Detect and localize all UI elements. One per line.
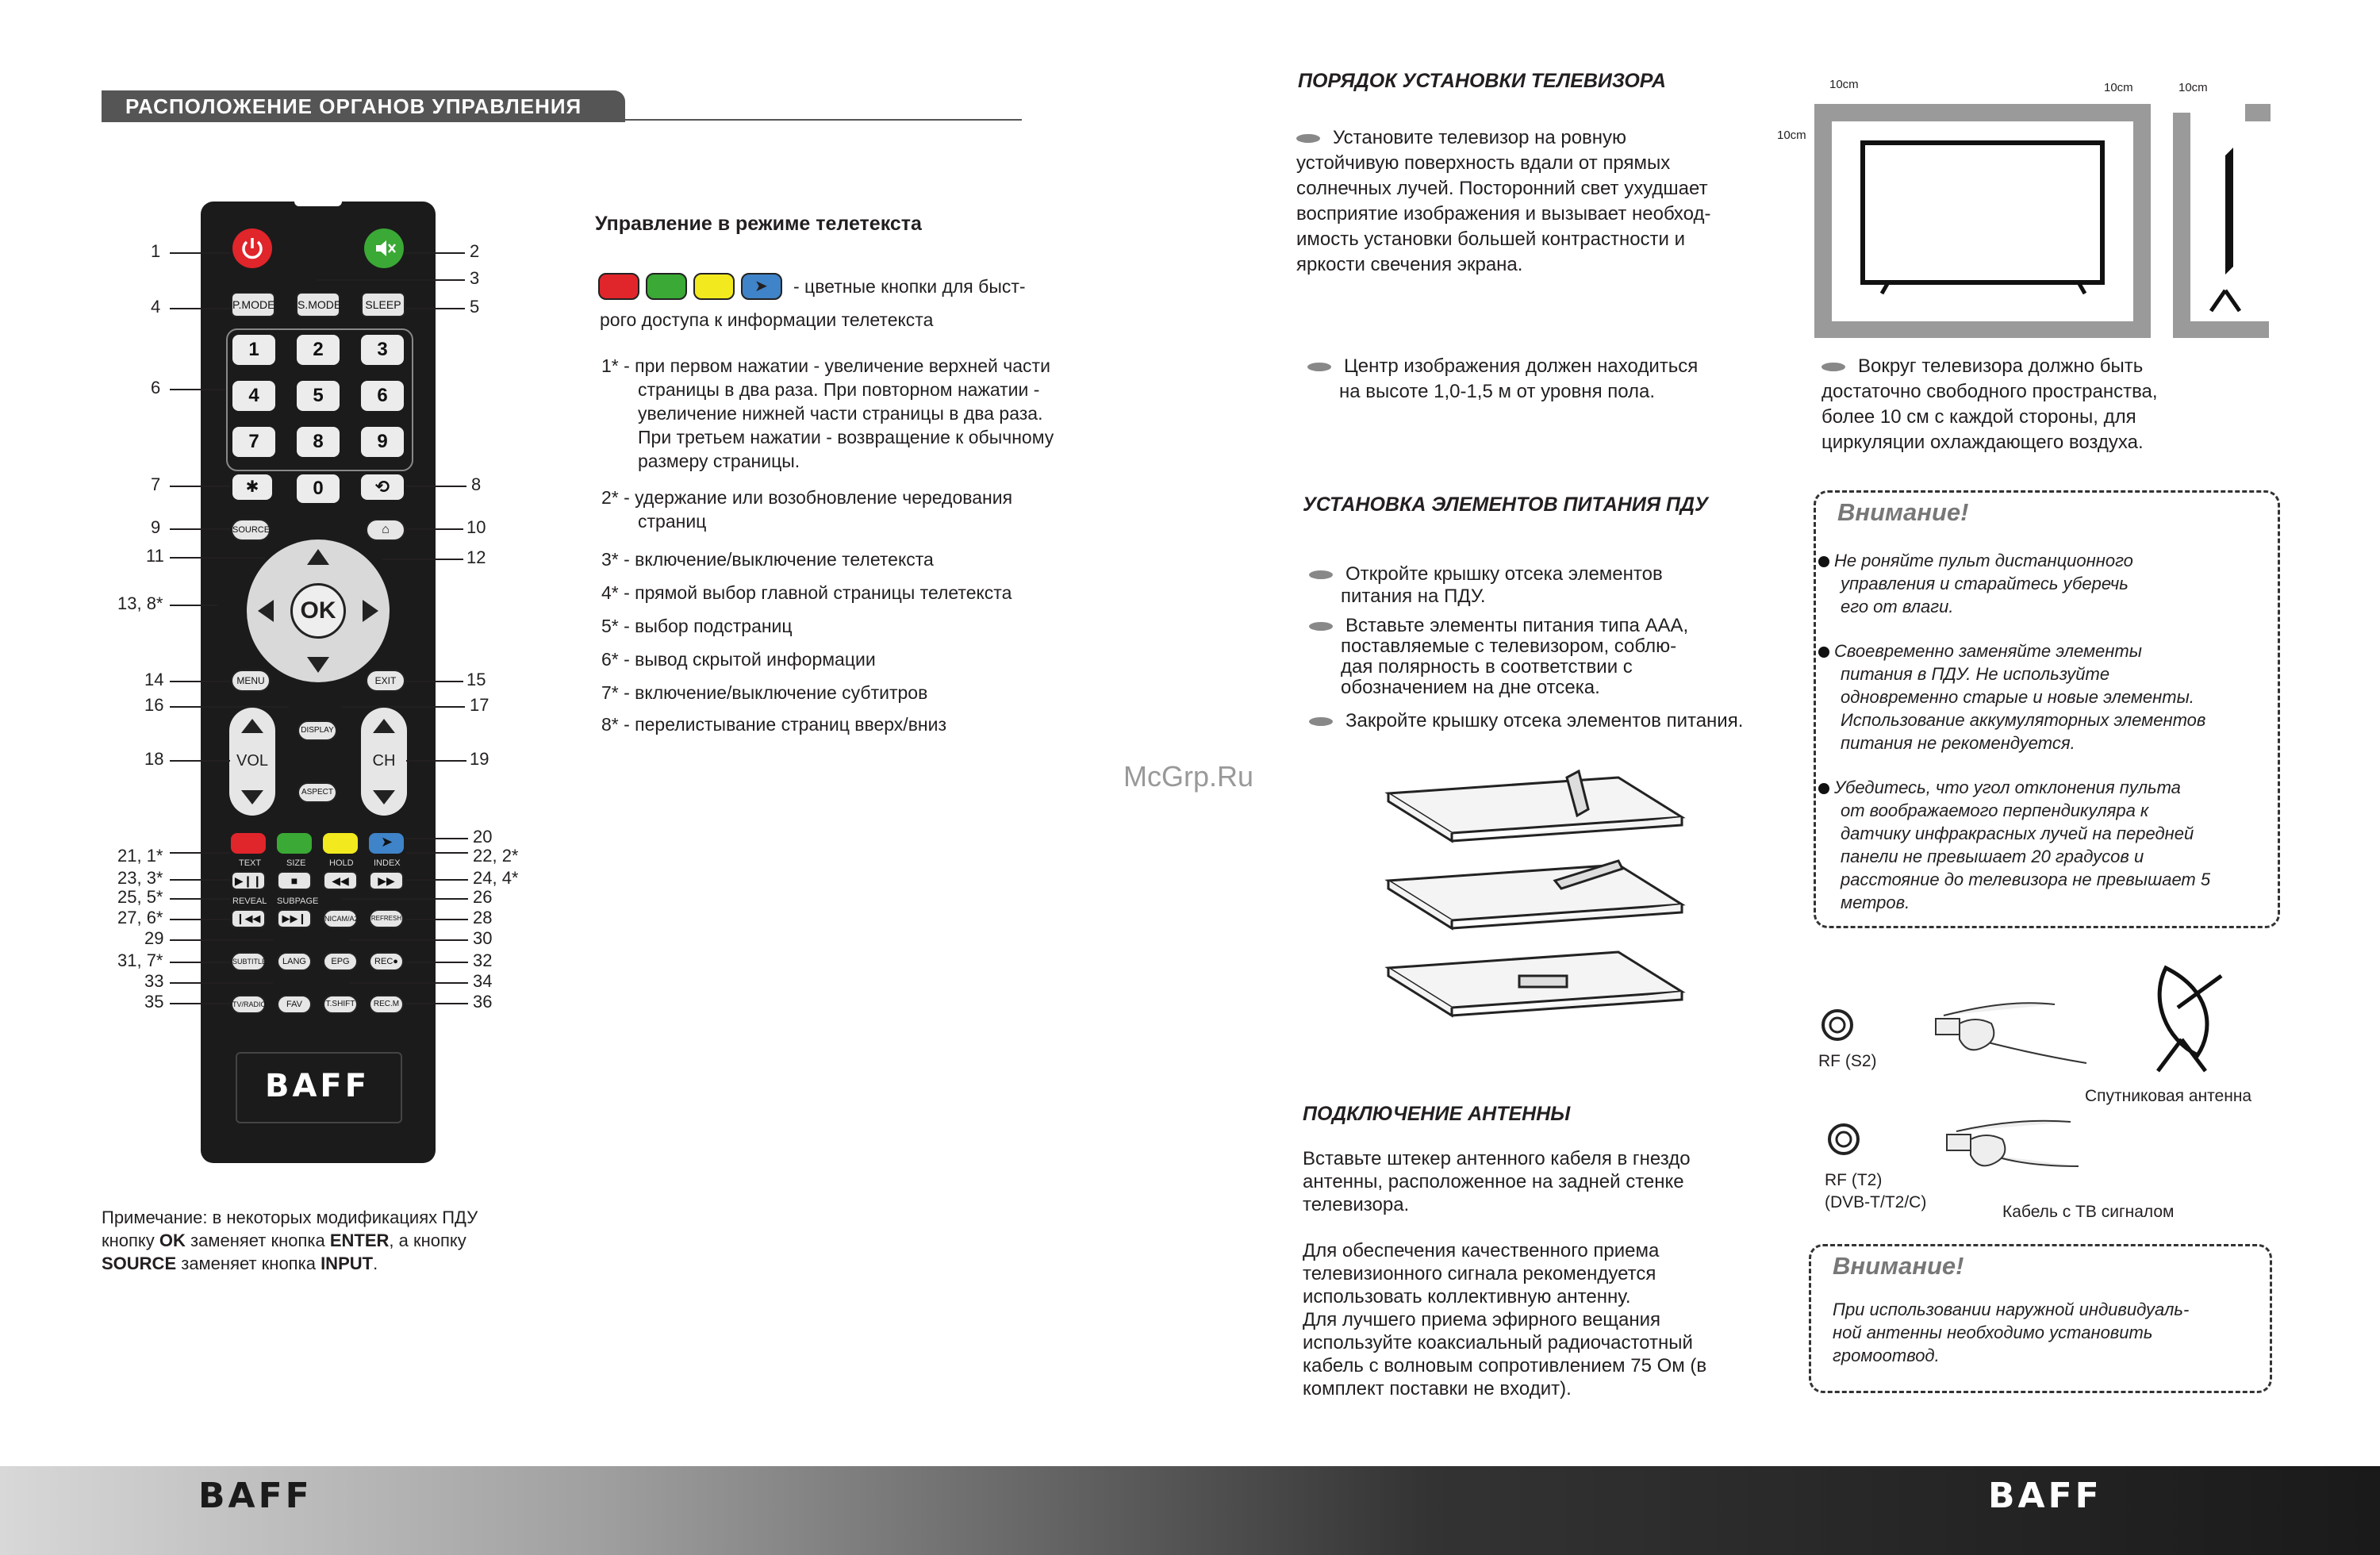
satellite-dish-icon — [2158, 968, 2221, 1071]
index-label: INDEX — [374, 858, 401, 868]
install-paragraph-1: Установите телевизор на ровную устойчивую поверхность вдали от прямых солнечных лучей. Посторонний свет ухудшает восприятие изображения и вызывает необход- имость установки большей контрастности и яркости свечения экрана. — [1296, 127, 1711, 275]
bullet-icon — [1309, 570, 1333, 579]
digit-6-button[interactable]: 6 — [361, 381, 404, 411]
callout-12: 12 — [466, 547, 486, 567]
warning-1-item-2: Своевременно заменяйте элементы питания в ПДУ. Не используйте одновременно старые и новые элементы. Использование аккумуляторных элементов питания не рекомендуется. — [1818, 639, 2205, 754]
teletext-item-8: 8* - перелистывание страниц вверх/вниз — [601, 714, 947, 735]
leader-14 — [170, 681, 230, 682]
lang-button[interactable]: LANG — [277, 952, 312, 971]
bullet-icon — [1818, 647, 1829, 658]
vol-up-icon[interactable] — [241, 719, 263, 733]
satellite-caption: Спутниковая антенна — [2085, 1087, 2252, 1105]
leader-18 — [170, 760, 230, 762]
stop-button[interactable] — [277, 871, 312, 890]
down-arrow-icon[interactable] — [307, 657, 329, 673]
callout-26: 26 — [473, 887, 493, 907]
warning-2-title: Внимание! — [1833, 1252, 1964, 1280]
up-arrow-icon[interactable] — [307, 549, 329, 565]
plug-hand-icon — [1936, 1003, 2086, 1063]
callout-31: 31, 7* — [117, 950, 163, 970]
sleep-button[interactable]: SLEEP — [361, 292, 405, 317]
leader-16 — [170, 706, 289, 708]
callout-27: 27, 6* — [117, 908, 163, 927]
home-button[interactable] — [366, 519, 405, 541]
rf-s2-label: RF (S2) — [1818, 1052, 1877, 1070]
smode-button[interactable]: S.MODE — [296, 292, 340, 317]
leader-12 — [382, 559, 463, 560]
bullet-icon — [1309, 717, 1333, 726]
callout-21: 21, 1* — [117, 846, 163, 866]
antenna-title: ПОДКЛЮЧЕНИЕ АНТЕННЫ — [1303, 1103, 1571, 1125]
digit-4-button[interactable]: 4 — [232, 381, 275, 411]
digit-9-button[interactable]: 9 — [361, 427, 404, 457]
cursor-icon: ➤ — [381, 834, 393, 850]
digit-1-button[interactable]: 1 — [232, 335, 275, 365]
blue-key[interactable] — [369, 833, 404, 854]
record-dot-icon: ● — [393, 957, 398, 966]
warning-1-item-1: Не роняйте пульт дистанционного управления и старайтесь уберечь его от влаги. — [1818, 549, 2133, 618]
note-line-3: SOURCE заменяет кнопка INPUT. — [102, 1254, 378, 1273]
remote-control — [201, 202, 436, 1163]
digit-3-button[interactable]: 3 — [361, 335, 404, 365]
teletext-item-6: 6* - вывод скрытой информации — [601, 649, 876, 670]
mute-icon — [364, 228, 404, 268]
fav-button[interactable]: FAV — [277, 995, 312, 1014]
title-rule — [625, 119, 1022, 121]
ch-up-icon[interactable] — [373, 719, 395, 733]
leader-27 — [170, 919, 230, 920]
leader-28 — [406, 919, 468, 920]
warning-1-title: Внимание! — [1837, 498, 1969, 526]
leader-9 — [170, 528, 230, 530]
tshift-button[interactable]: T.SHIFT — [323, 995, 358, 1014]
note-line-1: Примечание: в некоторых модификациях ПДУ — [102, 1208, 478, 1227]
bullet-icon — [1296, 134, 1320, 143]
epg-button[interactable]: EPG — [323, 952, 358, 971]
digit-0-button[interactable]: 0 — [297, 474, 340, 503]
callout-34: 34 — [473, 971, 493, 991]
subpage-label: SUBPAGE — [277, 897, 319, 906]
rf-s2-socket-icon — [1823, 1011, 1852, 1039]
play-pause-icon: ▶❙❙ — [234, 874, 263, 887]
callout-3: 3 — [470, 268, 480, 288]
leader-1 — [170, 252, 230, 254]
reveal-label: REVEAL — [232, 897, 267, 906]
teletext-title: Управление в режиме телетекста — [595, 213, 922, 235]
battery-step-2: Вставьте элементы питания типа ААА, поставляемые с телевизором, соблю- дая полярность в соответствии с обозначением на дне отсека. — [1309, 616, 1688, 698]
callout-25: 25, 5* — [117, 887, 163, 907]
exit-button[interactable]: EXIT — [366, 670, 405, 692]
tv-clearance-diagram — [1769, 76, 2277, 338]
stop-icon: ■ — [290, 874, 298, 887]
prev-button[interactable] — [231, 909, 266, 928]
callout-28: 28 — [473, 908, 493, 927]
rec-button[interactable] — [369, 952, 404, 971]
hold-label: HOLD — [329, 858, 354, 868]
antenna-paragraph-1: Вставьте штекер антенного кабеля в гнездо антенны, расположенное на задней стенке телевизора. — [1303, 1148, 1691, 1215]
antenna-paragraph-2: Для обеспечения качественного приема телевизионного сигнала рекомендуется использовать коллективную антенну. Для лучшего приема эфирного вещания используйте коаксиальный радиочастотный кабель с волновым сопротивлением 75 Ом (в комплект поставки не входит). — [1303, 1240, 1707, 1400]
note-line-2: кнопку OK заменяет кнопка ENTER, а кнопку — [102, 1231, 466, 1250]
note — [102, 1206, 478, 1275]
play-pause-button[interactable] — [231, 871, 266, 890]
mute-button[interactable] — [364, 228, 404, 268]
left-arrow-icon[interactable] — [258, 600, 274, 622]
right-arrow-icon[interactable] — [363, 600, 378, 622]
callout-10: 10 — [466, 517, 486, 537]
leader-21 — [170, 852, 230, 854]
recall-button[interactable] — [361, 474, 404, 500]
menu-button[interactable]: MENU — [231, 670, 271, 692]
leader-20 — [405, 838, 468, 839]
callout-5: 5 — [470, 297, 480, 317]
section-title: РАСПОЛОЖЕНИЕ ОРГАНОВ УПРАВЛЕНИЯ — [102, 90, 625, 122]
leader-33 — [170, 982, 273, 984]
recall-icon: ⟲ — [374, 477, 390, 497]
warning-1-item-3: Убедитесь, что угол отклонения пульта от воображаемого перпендикуляра к датчику инфракрасных лучей на передней панели не превышает 20 градусов и расстояние до телевизора не превышает 5 метров. — [1818, 776, 2210, 914]
digit-7-button[interactable]: 7 — [232, 427, 275, 457]
leader-2 — [405, 252, 465, 254]
leader-3 — [317, 279, 465, 281]
dim-label-4: 10cm — [1777, 129, 1806, 142]
leader-19 — [406, 760, 466, 762]
callout-32: 32 — [473, 950, 493, 970]
callout-8: 8 — [471, 474, 482, 494]
bullet-icon — [1818, 783, 1829, 794]
battery-step-1: Откройте крышку отсека элементов питания на ПДУ. — [1309, 563, 1663, 608]
callout-2: 2 — [470, 241, 480, 261]
battery-illustration — [1380, 762, 1698, 1031]
callout-30: 30 — [473, 928, 493, 948]
teletext-item-2: 2* - удержание или возобновление чередования страниц — [601, 487, 1013, 532]
callout-35: 35 — [144, 992, 164, 1012]
cable-caption: Кабель с ТВ сигналом — [2002, 1203, 2175, 1221]
install-paragraph-2: Центр изображения должен находиться на высоте 1,0-1,5 м от уровня пола. — [1307, 354, 1698, 405]
callout-1: 1 — [151, 241, 161, 261]
leader-26 — [341, 898, 468, 900]
leader-6 — [170, 389, 225, 390]
remote-logo: BAFF — [264, 1068, 370, 1104]
callout-16: 16 — [144, 695, 164, 715]
rewind-icon: ◀◀ — [332, 874, 349, 887]
leader-31 — [170, 962, 230, 963]
source-button[interactable]: SOURCE — [231, 519, 271, 541]
bullet-icon — [1818, 556, 1829, 567]
leader-10 — [406, 528, 463, 530]
leader-4 — [170, 308, 230, 309]
leader-15 — [406, 681, 463, 682]
callout-9: 9 — [151, 517, 161, 537]
rf-t2-socket-icon — [1829, 1125, 1858, 1154]
leader-7 — [170, 486, 230, 487]
size-label: SIZE — [286, 858, 306, 868]
pmode-button[interactable]: P.MODE — [231, 292, 275, 317]
callout-33: 33 — [144, 971, 164, 991]
rec-label: REC — [374, 957, 393, 966]
rf-t2-label: RF (T2) (DVB-T/T2/C) — [1825, 1171, 1927, 1211]
tv-front-icon — [1863, 143, 2102, 282]
dim-label-3: 10cm — [2178, 81, 2208, 94]
watermark: McGrp.Ru — [1123, 760, 1254, 793]
channel-rocker[interactable] — [361, 708, 407, 816]
callout-19: 19 — [470, 749, 489, 769]
text-label: TEXT — [239, 858, 262, 868]
display-button[interactable]: DISPLAY — [298, 720, 337, 741]
teletext-item-3: 3* - включение/выключение телетекста — [601, 549, 934, 570]
footer-logo-left: BAFF — [198, 1476, 313, 1516]
digit-8-button[interactable]: 8 — [297, 427, 340, 457]
power-icon — [232, 228, 272, 268]
tv-radio-button[interactable]: TV/RADIO — [231, 995, 266, 1014]
vol-label: VOL — [236, 752, 269, 770]
callout-4: 4 — [151, 297, 161, 317]
leader-25 — [170, 898, 230, 900]
leader-8 — [406, 486, 466, 487]
battery-step-3: Закройте крышку отсека элементов питания. — [1309, 709, 1743, 733]
callout-14: 14 — [144, 670, 164, 689]
cable-hand-icon — [1947, 1121, 2079, 1166]
previous-icon: ❙◀◀ — [236, 912, 261, 924]
leader-23 — [170, 879, 230, 881]
callout-15: 15 — [466, 670, 486, 689]
teletext-item-7: 7* - включение/выключение субтитров — [601, 682, 928, 703]
leader-35 — [170, 1003, 230, 1004]
fast-forward-button[interactable] — [369, 871, 404, 890]
leader-36 — [406, 1003, 468, 1004]
leader-17 — [341, 706, 465, 708]
recm-button[interactable]: REC.M — [369, 995, 404, 1014]
leader-22 — [406, 852, 468, 854]
vol-down-icon[interactable] — [241, 790, 263, 804]
footer-logo-right: BAFF — [1988, 1476, 2102, 1516]
callout-22: 22, 2* — [473, 846, 519, 866]
warning-2-text: При использовании наружной индивидуаль- ной антенны необходимо установить громоотвод. — [1833, 1300, 2190, 1365]
callout-23: 23, 3* — [117, 868, 163, 888]
callout-18: 18 — [144, 749, 164, 769]
bullet-icon — [1309, 622, 1333, 631]
leader-11 — [170, 557, 265, 559]
leader-13 — [170, 605, 217, 606]
fast-forward-icon: ▶▶ — [378, 874, 395, 887]
yellow-key[interactable] — [323, 833, 358, 854]
callout-11: 11 — [146, 546, 164, 566]
ch-label: CH — [372, 752, 396, 770]
rewind-button[interactable] — [323, 871, 358, 890]
callout-17: 17 — [470, 695, 489, 715]
bullet-icon — [1307, 363, 1331, 371]
callout-7: 7 — [151, 474, 161, 494]
ir-window — [294, 197, 342, 206]
aspect-button[interactable]: ASPECT — [298, 782, 337, 803]
nicam-button[interactable]: NICAM/A2 — [323, 909, 358, 928]
home-icon: ⌂ — [382, 523, 390, 536]
dim-label-1: 10cm — [1829, 78, 1859, 91]
teletext-color-keys-text-2: рого доступа к информации телетекста — [600, 309, 934, 330]
install-paragraph-3: Вокруг телевизора должно быть достаточно свободного пространства, более 10 см с каждой стороны, для циркуляции охлаждающего воздуха. — [1821, 355, 2158, 453]
dash-button[interactable]: ✱ — [232, 474, 272, 500]
leader-5 — [406, 308, 465, 309]
teletext-green-key — [646, 273, 687, 300]
power-button[interactable] — [232, 228, 272, 268]
refresh-button[interactable]: REFRESH — [369, 909, 404, 928]
teletext-color-keys-text: - цветные кнопки для быст- — [793, 276, 1026, 297]
subtitle-button[interactable]: SUBTITLE — [231, 952, 266, 971]
cursor-icon: ➤ — [754, 278, 768, 295]
callout-36: 36 — [473, 992, 493, 1012]
battery-title: УСТАНОВКА ЭЛЕМЕНТОВ ПИТАНИЯ ПДУ — [1303, 493, 1708, 516]
callout-20: 20 — [473, 827, 493, 847]
dim-label-2: 10cm — [2104, 81, 2133, 94]
teletext-red-key — [598, 273, 639, 300]
leader-32 — [406, 962, 468, 963]
digit-2-button[interactable]: 2 — [297, 335, 340, 365]
ch-down-icon[interactable] — [373, 790, 395, 804]
red-key[interactable] — [231, 833, 266, 854]
callout-6: 6 — [151, 378, 161, 397]
tv-side-icon — [2225, 148, 2233, 275]
next-icon: ▶▶❙ — [282, 912, 307, 924]
green-key[interactable] — [277, 833, 312, 854]
teletext-item-4: 4* - прямой выбор главной страницы телетекста — [601, 582, 1012, 603]
ok-button[interactable]: OK — [290, 583, 346, 639]
bullet-icon — [1821, 363, 1845, 371]
leader-30 — [349, 939, 468, 941]
callout-13: 13, 8* — [117, 593, 163, 613]
callout-29: 29 — [144, 928, 164, 948]
leader-29 — [170, 939, 273, 941]
teletext-item-5: 5* - выбор подстраниц — [601, 616, 793, 636]
volume-rocker[interactable] — [229, 708, 275, 816]
teletext-blue-key — [741, 273, 782, 300]
leader-24 — [406, 879, 468, 881]
next-button[interactable] — [277, 909, 312, 928]
teletext-yellow-key — [693, 273, 735, 300]
digit-5-button[interactable]: 5 — [297, 381, 340, 411]
install-title: ПОРЯДОК УСТАНОВКИ ТЕЛЕВИЗОРА — [1298, 70, 1666, 92]
leader-34 — [349, 982, 468, 984]
callout-24: 24, 4* — [473, 868, 519, 888]
teletext-item-1: 1* - при первом нажатии - увеличение верхней части страницы в два раза. При повторном нажатии - увеличение нижней части страницы в два раза. При третьем нажатии - возвращение к обычному размеру страницы. — [601, 355, 1054, 471]
